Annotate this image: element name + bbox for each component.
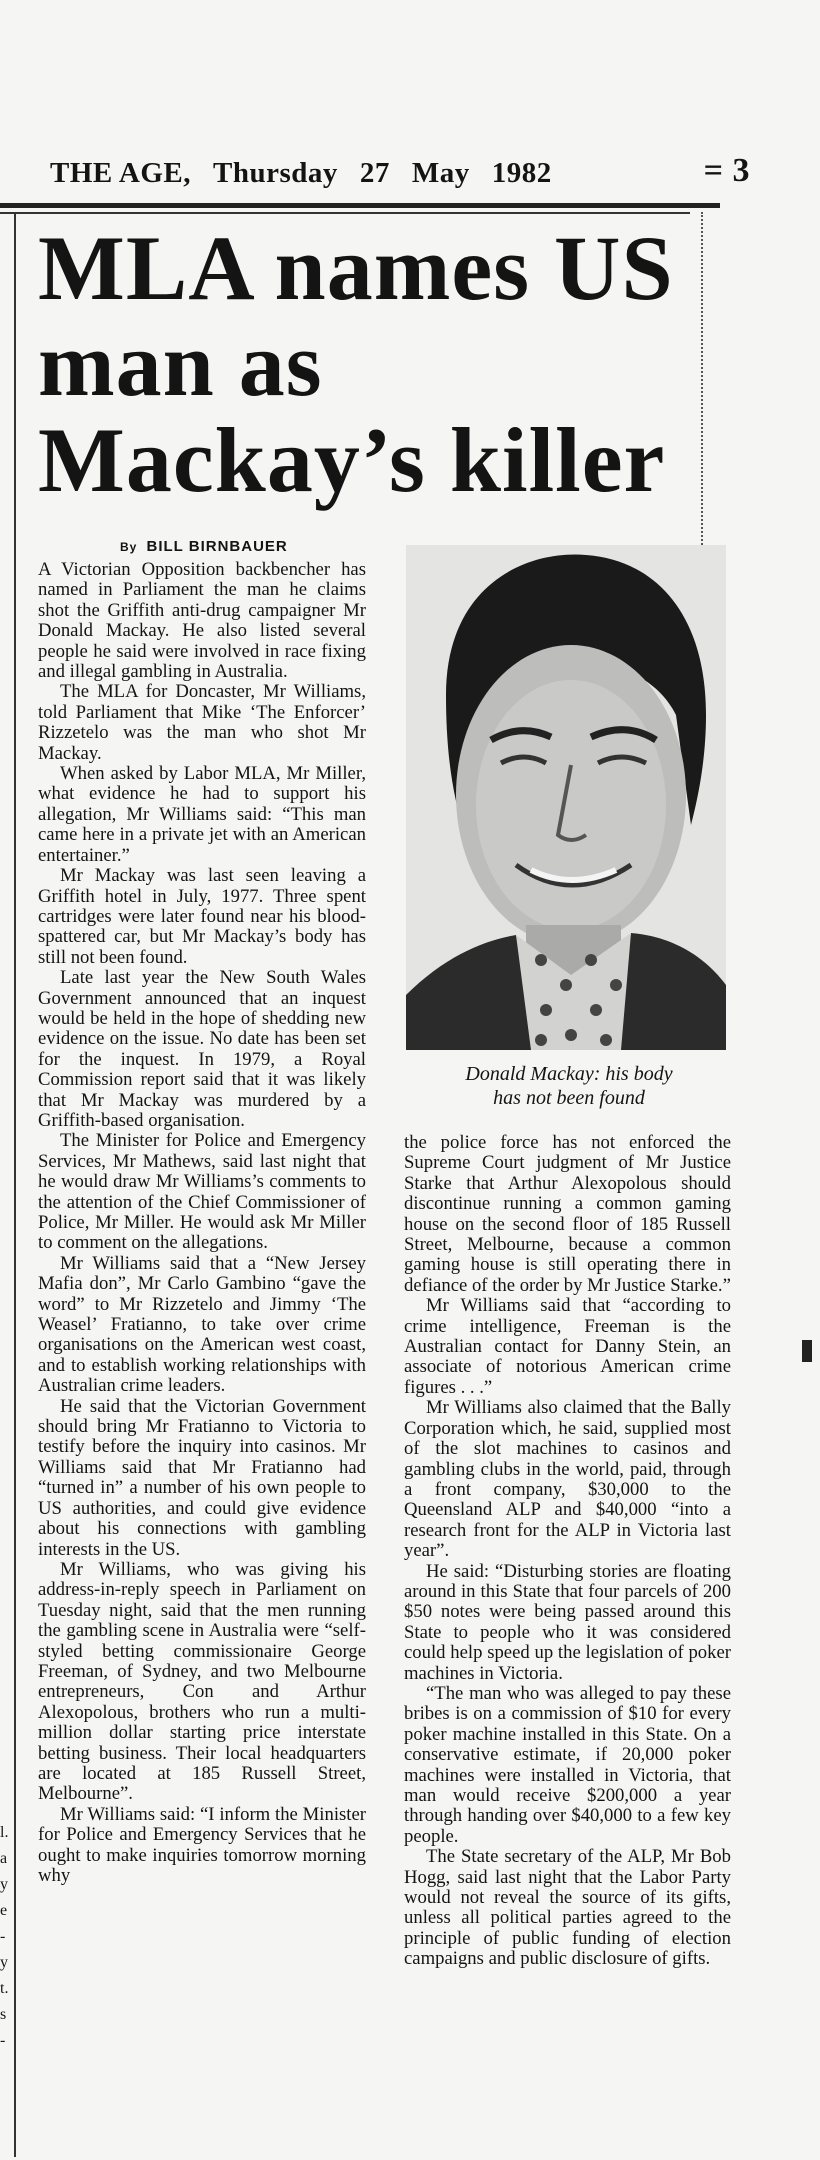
edge-mark <box>802 1340 812 1362</box>
stub-line: e <box>0 1902 8 1919</box>
paragraph: The State secretary of the ALP, Mr Bob Hogg, said last night that the Labor Party would not reveal the source of its gifts, unless all political parties agreed to the principle of public funding of election campaigns and public disclosure of gifts. <box>404 1846 731 1970</box>
stub-line: - <box>0 2032 6 2049</box>
stub-line: y <box>0 1876 8 1893</box>
top-rule <box>0 203 720 208</box>
paragraph: Mr Williams said: “I inform the Minister for Police and Emergency Services that he ought to make inquiries tomorrow morning why <box>38 1803 366 1886</box>
paragraph: The MLA for Doncaster, Mr Williams, told Parliament that Mike ‘The Enforcer’ Rizzetelo was the man who shot Mr Mackay. <box>38 681 366 764</box>
article-column-right <box>404 1133 731 1970</box>
day: 27 <box>359 157 390 189</box>
caption-line-2: has not been found <box>493 1087 645 1109</box>
paper-name: THE AGE, <box>50 157 191 189</box>
stub-line: a <box>0 1850 8 1867</box>
headline <box>38 217 718 511</box>
caption-line-1: Donald Mackay: his body <box>465 1063 673 1085</box>
masthead <box>50 150 750 190</box>
byline-author: BILL BIRNBAUER <box>146 538 288 555</box>
paragraph: The Minister for Police and Emergency Services, Mr Mathews, said last night that he would draw Mr Williams’s comments to the attention of the Chief Commissioner of Police, Mr Miller. He would ask Mr Miller to comment on the allegations. <box>38 1130 366 1254</box>
portrait-photo <box>406 545 726 1050</box>
paragraph: He said: “Disturbing stories are floating around in this State that four parcels of 200 $50 notes were being passed around this State to people who it was considered could help speed up the legislation of poker machines in Victoria. <box>404 1560 731 1684</box>
top-rule-thin <box>0 212 690 214</box>
headline-line-2: man as <box>38 313 323 415</box>
adjacent-column-fragment <box>0 1820 14 2054</box>
paragraph: Mr Mackay was last seen leaving a Griffith hotel in July, 1977. Three spent cartridges were later found near his blood-spattered car, but Mr Mackay’s body has still not been found. <box>38 865 366 968</box>
portrait-illustration <box>406 545 726 1050</box>
paragraph: When asked by Labor MLA, Mr Miller, what evidence he had to support his allegation, Mr Williams said: “This man came here in a private jet with an American entertainer.” <box>38 763 366 866</box>
stub-line: y <box>0 1954 8 1971</box>
weekday: Thursday <box>213 157 338 189</box>
paragraph: Mr Williams also claimed that the Bally Corporation which, he said, supplied most of the slot machines to casinos and gambling clubs in the world, paid, through a front company, $30,000 to the Queensland ALP and $40,000 “into a research front for the ALP in Victoria last year”. <box>404 1397 731 1562</box>
byline-by: By <box>120 540 138 554</box>
stub-line: - <box>0 1928 6 1945</box>
paragraph: He said that the Victorian Government should bring Mr Fratianno to Victoria to testify before the inquiry into casinos. Mr Williams said that Mr Fratianno had “turned in” a number of his own people to US authorities, and could give evidence about his connections with gambling interests in the US. <box>38 1395 366 1560</box>
article-column-left <box>38 560 366 1886</box>
left-column-rule <box>14 212 16 2157</box>
paragraph: the police force has not enforced the Supreme Court judgment of Mr Justice Starke that Arthur Alexopolous should discontinue running a common gaming house on the second floor of 185 Russell Street, Melbourne, because a common gaming house is still operating there in defiance of the order by Mr Justice Starke.” <box>404 1132 731 1296</box>
paragraph: “The man who was alleged to pay these bribes is on a commission of $10 for every poker machine installed in this State. On a conservative estimate, if 20,000 poker machines were installed in Victoria, that man would receive $200,000 a year through handing over $40,000 to a few key people. <box>404 1682 731 1847</box>
page-number: = 3 <box>703 152 750 189</box>
year: 1982 <box>491 157 552 189</box>
paragraph: Mr Williams, who was giving his address-in-reply speech in Parliament on Tuesday night, said that the men running the gambling scene in Australia were “self-styled betting commissionaire George Freeman, of Sydney, and two Melbourne entrepreneurs, Con and Arthur Alexopolous, brothers who run a multi-million dollar starting price interstate betting business. Their local headquarters are located at 185 Russell Street, Melbourne”. <box>38 1558 366 1805</box>
stub-line: t. <box>0 1980 9 1997</box>
headline-line-1: MLA names US <box>38 217 674 319</box>
stub-line: l. <box>0 1824 9 1841</box>
paragraph: A Victorian Opposition backbencher has named in Parliament the man he claims shot the Griffith anti-drug campaigner Mr Donald Mackay. He also listed several people he said were involved in race fixing and illegal gambling in Australia. <box>38 559 366 683</box>
paragraph: Mr Williams said that a “New Jersey Mafia don”, Mr Carlo Gambino “gave the word” to Mr Rizzetelo and Jimmy ‘The Weasel’ Fratianno, to take over crime organisations on the American west coast, and to establish working relationships with Australian crime leaders. <box>38 1252 366 1397</box>
month: May <box>411 157 470 189</box>
paragraph: Mr Williams said that “according to crime intelligence, Freeman is the Australian contact for Danny Stein, an associate of notorious American crime figures . . .” <box>404 1295 731 1398</box>
headline-line-3: Mackay’s killer <box>38 409 666 511</box>
stub-line: s <box>0 2006 7 2023</box>
photo-caption <box>404 1062 734 1110</box>
paragraph: Late last year the New South Wales Government announced that an inquest would be held in the hope of shedding new evidence on the issue. No date has been set for the inquest. In 1979, a Royal Commission report said that it was likely that Mr Mackay was murdered by a Griffith-based organisation. <box>38 967 366 1131</box>
byline <box>120 538 400 555</box>
